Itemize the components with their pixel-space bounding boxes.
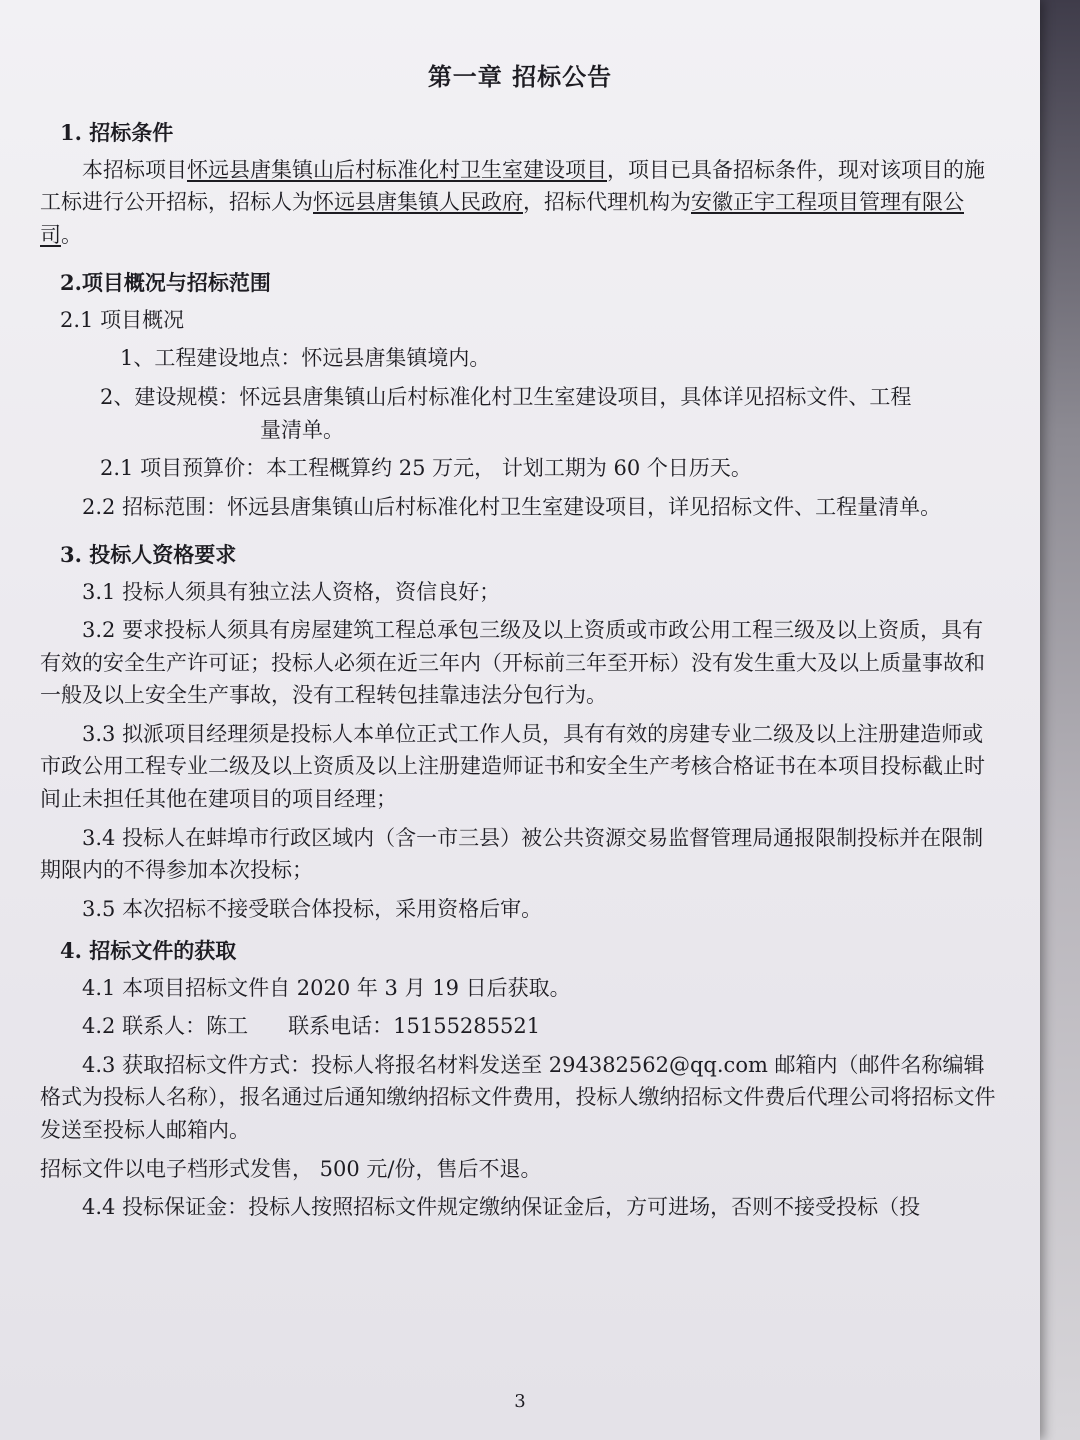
section-1-heading: 1. 招标条件 — [60, 120, 174, 146]
page-content — [40, 50, 1000, 1230]
chapter-title: 第一章 招标公告 — [427, 62, 613, 91]
tenderer-name: 怀远县唐集镇人民政府 — [313, 190, 523, 215]
item-scale-line1: 2、建设规模：怀远县唐集镇山后村标准化村卫生室建设项目，具体详见招标文件、工程 — [100, 385, 912, 410]
text: ，项目已具备招标条件，现对该项目的施工标进行公开招标，招标人为 — [40, 157, 985, 215]
item-scale — [100, 381, 1000, 446]
text: 。 — [61, 222, 82, 247]
contact-4-2: 4.2 联系人：陈工 联系电话：15155285521 — [82, 1014, 541, 1039]
requirement-3-2: 3.2 要求投标人须具有房屋建筑工程总承包三级及以上资质或市政公用工程三级及以上资质，具有有效的安全生产许可证；投标人必须在近三年内（开标前三年至开标）没有发生重大及以上质量事故和一般及以上安全生产事故，没有工程转包挂靠违法分包行为。 — [40, 618, 985, 708]
item-location: 1、工程建设地点：怀远县唐集镇境内。 — [120, 346, 491, 371]
scope: 2.2 招标范围：怀远县唐集镇山后村标准化村卫生室建设项目，详见招标文件、工程量清单。 — [82, 494, 942, 519]
requirement-3-5: 3.5 本次招标不接受联合体投标，采用资格后审。 — [82, 896, 543, 921]
section-2-heading: 2.项目概况与招标范围 — [60, 270, 271, 296]
requirement-3-4: 3.4 投标人在蚌埠市行政区域内（含一市三县）被公共资源交易监督管理局通报限制投标并在限制期限内的不得参加本次投标； — [40, 825, 984, 883]
acquisition-4-1: 4.1 本项目招标文件自 2020 年 3 月 19 日后获取。 — [82, 975, 571, 1000]
text: 本招标项目 — [82, 157, 187, 182]
section-4-heading: 4. 招标文件的获取 — [60, 938, 237, 964]
section-2-1-subheading: 2.1 项目概况 — [60, 307, 185, 332]
agency-name: 安徽正宇工程项目管理有限公司 — [40, 190, 964, 247]
sale-info: 招标文件以电子档形式发售， 500 元/份，售后不退。 — [40, 1156, 542, 1181]
project-name: 怀远县唐集镇山后村标准化村卫生室建设项目 — [187, 157, 607, 182]
section-1-paragraph — [40, 154, 1000, 252]
budget: 2.1 项目预算价：本工程概算约 25 万元， 计划工期为 60 个日历天。 — [100, 456, 752, 481]
page-number: 3 — [514, 1391, 526, 1412]
method-4-3: 4.3 获取招标文件方式：投标人将报名材料发送至 294382562@qq.com 邮箱内（邮件名称编辑格式为投标人名称），报名通过后通知缴纳招标文件费用，投标人缴纳招标文件费后代理公司将招标文件发送至投标人邮箱内。 — [40, 1052, 996, 1142]
deposit-4-4: 4.4 投标保证金：投标人按照招标文件规定缴纳保证金后，方可进场，否则不接受投标（投 — [82, 1195, 921, 1220]
requirement-3-3: 3.3 拟派项目经理须是投标人本单位正式工作人员，具有有效的房建专业二级及以上注册建造师或市政公用工程专业二级及以上资质及以上注册建造师证书和安全生产考核合格证书在本项目投标截止时间止未担任其他在建项目的项目经理； — [40, 721, 985, 812]
section-3-heading: 3. 投标人资格要求 — [60, 542, 237, 568]
text: ，招标代理机构为 — [523, 190, 691, 215]
item-scale-line2: 量清单。 — [260, 417, 344, 442]
requirement-3-1: 3.1 投标人须具有独立法人资格，资信良好； — [82, 579, 501, 604]
